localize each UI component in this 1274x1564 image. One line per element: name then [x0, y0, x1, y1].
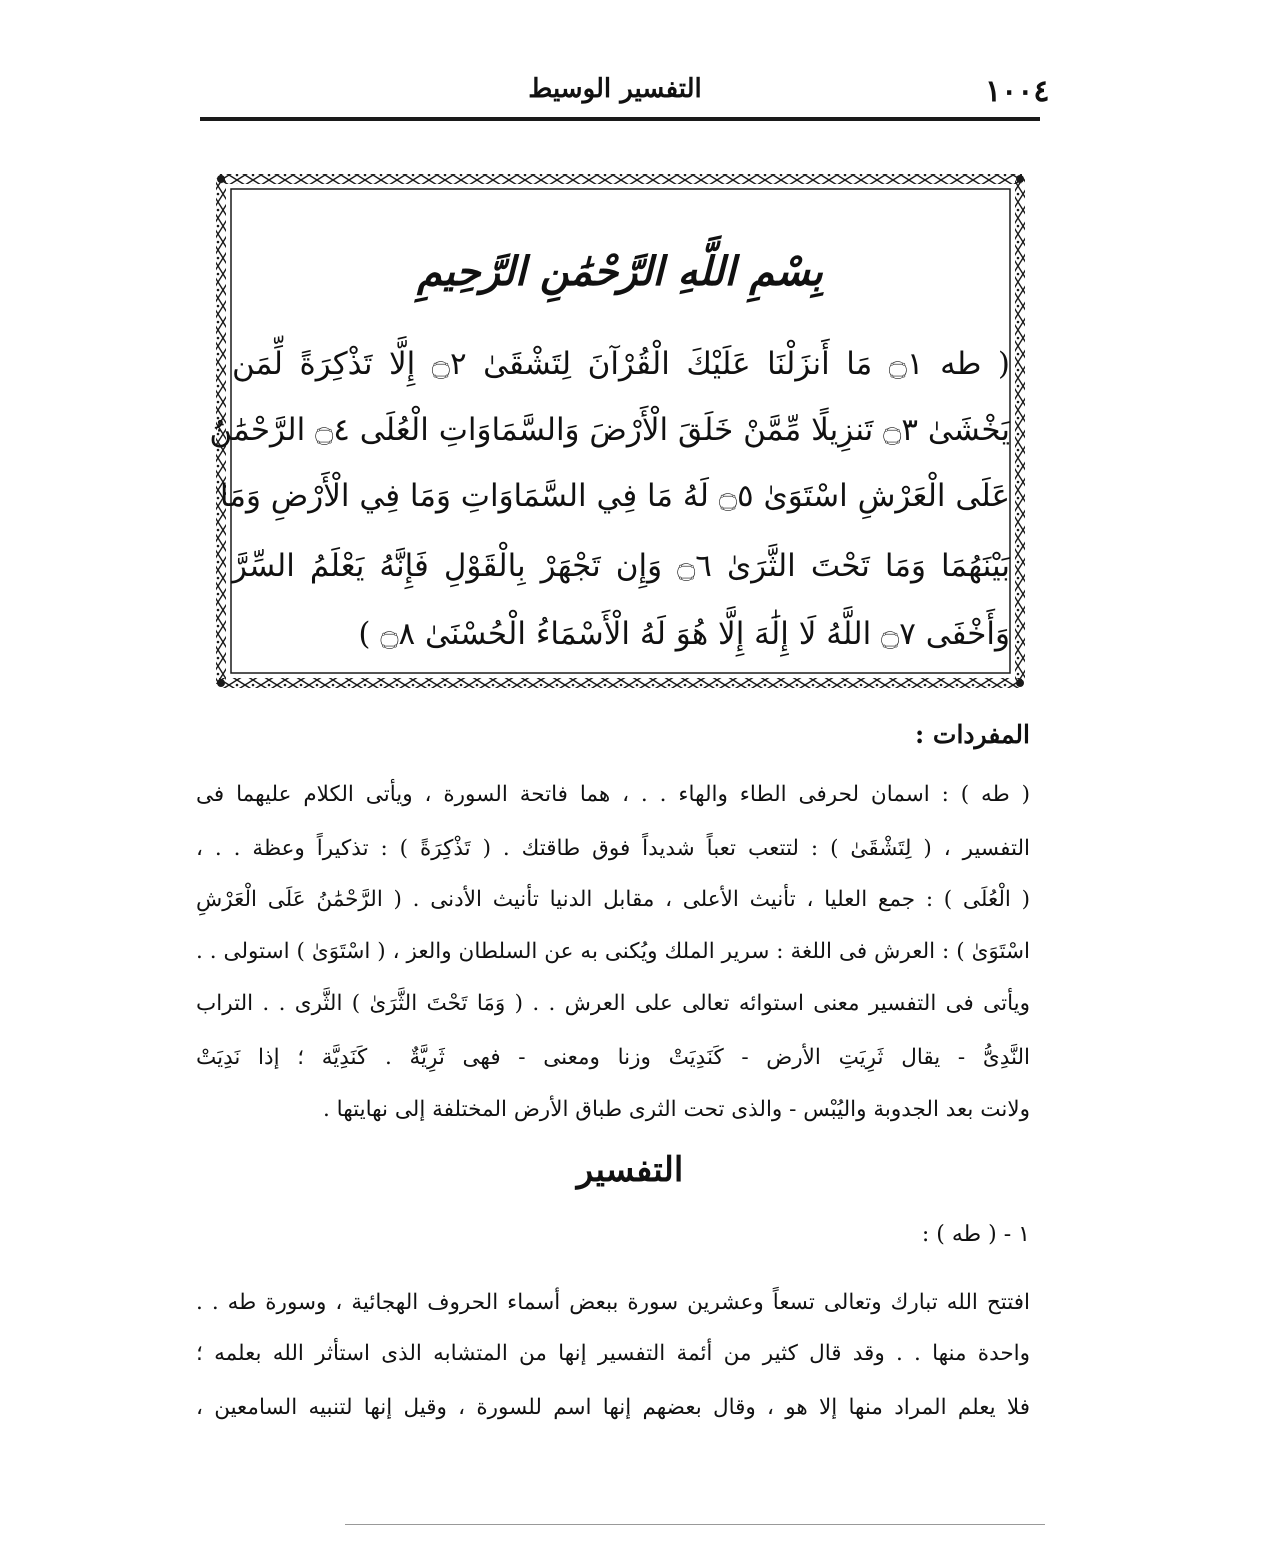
verse-line: بَيْنَهُمَا وَمَا تَحْتَ الثَّرَىٰ ۝٦ وَإِن تَجْهَرْ بِالْقَوْلِ فَإِنَّهُ يَعْلَمُ السِّرَّ — [232, 548, 1010, 584]
header-rule — [200, 117, 1040, 121]
tafsir-line: افتتح الله تبارك وتعالى تسعاً وعشرين سورة ببعض أسماء الحروف الهجائية ، وسورة طه . . — [196, 1290, 1030, 1315]
vocabulary-line: ولانت بعد الجدوبة واليُبْس - والذى تحت الثرى طباق الأرض المختلفة إلى نهايتها . — [322, 1097, 1030, 1122]
vocabulary-line: ( الْعُلَى ) : جمع العليا ، تأنيث الأعلى ، مقابل الدنيا تأنيث الأدنى . ( الرَّحْمَٰنُ عَلَى الْعَرْشِ — [196, 887, 1030, 912]
vocabulary-line: اسْتَوَىٰ ) : العرش فى اللغة : سرير الملك ويُكنى به عن السلطان والعز ، ( اسْتَوَىٰ ) استولى . . — [196, 939, 1030, 964]
tafsir-line: واحدة منها . . وقد قال كثير من أئمة التفسير إنها من المتشابه الذى استأثر الله بعلمه ؛ — [196, 1341, 1030, 1366]
basmala: بِسْمِ اللَّهِ الرَّحْمَٰنِ الرَّحِيمِ — [417, 248, 823, 295]
vocabulary-line: التفسير ، ( لِتَشْقَىٰ ) : لتتعب تعباً شديداً فوق طاقتك . ( تَذْكِرَةً ) : تذكيراً وعظة . . ، — [196, 836, 1030, 861]
tafsir-line: فلا يعلم المراد منها إلا هو ، وقال بعضهم إنها اسم للسورة ، وقيل إنها لتنبيه السامعين ، — [196, 1395, 1030, 1420]
verse-reference: ١ - ( طه ) : — [921, 1222, 1030, 1247]
verse-line: عَلَى الْعَرْشِ اسْتَوَىٰ ۝٥ لَهُ مَا فِي السَّمَاوَاتِ وَمَا فِي الْأَرْضِ وَمَا — [219, 478, 1010, 514]
verse-line: وَأَخْفَى ۝٧ اللَّهُ لَا إِلَٰهَ إِلَّا هُوَ لَهُ الْأَسْمَاءُ الْحُسْنَىٰ ۝٨ ) — [358, 616, 1010, 652]
running-title: التفسير الوسيط — [528, 74, 702, 104]
page-number: ١٠٠٤ — [985, 74, 1050, 109]
vocabulary-line: النَّدِىُّ - يقال ثَرِيَتِ الأرض - كَنَدِيَتْ وزنا ومعنى - فهى ثَرِيَّةٌ . كَنَدِيَّة ؛ إذا نَدِيَتْ — [196, 1045, 1030, 1070]
footer-rule — [345, 1524, 1045, 1525]
vocabulary-heading: المفردات : — [914, 720, 1030, 749]
vocabulary-line: ( طه ) : اسمان لحرفى الطاء والهاء . . ، هما فاتحة السورة ، ويأتى الكلام عليهما فى — [196, 782, 1030, 807]
section-title: التفسير — [576, 1150, 684, 1190]
vocabulary-line: ويأتى فى التفسير معنى استوائه تعالى على العرش . . ( وَمَا تَحْتَ الثَّرَىٰ ) الثَّرى . . التراب — [196, 991, 1030, 1016]
verse-line: يَخْشَىٰ ۝٣ تَنزِيلًا مِّمَّنْ خَلَقَ الْأَرْضَ وَالسَّمَاوَاتِ الْعُلَى ۝٤ الرَّحْمَٰنُ — [209, 412, 1010, 448]
verse-line: ( طه ۝١ مَا أَنزَلْنَا عَلَيْكَ الْقُرْآنَ لِتَشْقَىٰ ۝٢ إِلَّا تَذْكِرَةً لِّمَن — [232, 346, 1010, 382]
